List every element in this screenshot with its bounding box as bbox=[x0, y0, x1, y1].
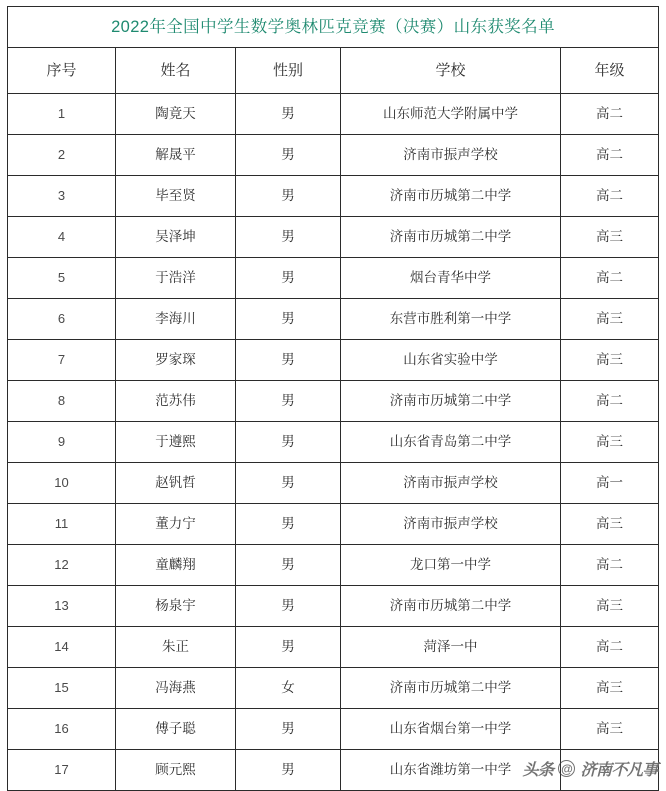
cell-name: 李海川 bbox=[116, 299, 236, 340]
column-header-row bbox=[8, 48, 659, 94]
cell-grade: 高三 bbox=[561, 504, 659, 545]
table-row bbox=[8, 504, 659, 545]
table-row bbox=[8, 463, 659, 504]
cell-school: 山东师范大学附属中学 bbox=[341, 94, 561, 135]
cell-name: 于遵熙 bbox=[116, 422, 236, 463]
cell-grade bbox=[561, 750, 659, 791]
award-table bbox=[7, 6, 659, 791]
watermark-handle: 济南不凡事 bbox=[580, 762, 658, 779]
table-row bbox=[8, 381, 659, 422]
cell-grade: 高三 bbox=[561, 299, 659, 340]
cell-name: 童麟翔 bbox=[116, 545, 236, 586]
cell-index: 11 bbox=[8, 504, 116, 545]
cell-grade: 高二 bbox=[561, 94, 659, 135]
cell-name: 于浩洋 bbox=[116, 258, 236, 299]
table-row bbox=[8, 258, 659, 299]
page-title: 2022年全国中学生数学奥林匹克竞赛（决赛）山东获奖名单 bbox=[8, 7, 659, 48]
cell-grade: 高三 bbox=[561, 709, 659, 750]
cell-gender: 男 bbox=[236, 750, 341, 791]
cell-school: 济南市历城第二中学 bbox=[341, 668, 561, 709]
cell-index: 1 bbox=[8, 94, 116, 135]
cell-grade: 高一 bbox=[561, 463, 659, 504]
cell-grade: 高三 bbox=[561, 422, 659, 463]
table-row bbox=[8, 135, 659, 176]
cell-name: 顾元熙 bbox=[116, 750, 236, 791]
table-body bbox=[8, 94, 659, 791]
cell-school: 菏泽一中 bbox=[341, 627, 561, 668]
cell-gender: 男 bbox=[236, 299, 341, 340]
award-list-sheet bbox=[7, 6, 658, 791]
cell-school: 济南市历城第二中学 bbox=[341, 217, 561, 258]
table-row bbox=[8, 422, 659, 463]
cell-index: 10 bbox=[8, 463, 116, 504]
cell-grade: 高二 bbox=[561, 381, 659, 422]
cell-name: 杨泉宇 bbox=[116, 586, 236, 627]
cell-school: 济南市振声学校 bbox=[341, 504, 561, 545]
cell-gender: 男 bbox=[236, 340, 341, 381]
cell-gender: 男 bbox=[236, 545, 341, 586]
cell-school: 山东省青岛第二中学 bbox=[341, 422, 561, 463]
cell-name: 解晟平 bbox=[116, 135, 236, 176]
cell-school: 东营市胜利第一中学 bbox=[341, 299, 561, 340]
cell-gender: 男 bbox=[236, 463, 341, 504]
cell-name: 董力宁 bbox=[116, 504, 236, 545]
cell-grade: 高二 bbox=[561, 545, 659, 586]
cell-name: 冯海燕 bbox=[116, 668, 236, 709]
cell-school: 山东省烟台第一中学 bbox=[341, 709, 561, 750]
table-row bbox=[8, 299, 659, 340]
cell-gender: 男 bbox=[236, 504, 341, 545]
cell-name: 朱正 bbox=[116, 627, 236, 668]
table-row bbox=[8, 586, 659, 627]
cell-gender: 男 bbox=[236, 176, 341, 217]
cell-school: 济南市历城第二中学 bbox=[341, 586, 561, 627]
cell-school: 烟台青华中学 bbox=[341, 258, 561, 299]
cell-school: 山东省潍坊第一中学 bbox=[341, 750, 561, 791]
cell-index: 17 bbox=[8, 750, 116, 791]
table-header bbox=[8, 7, 659, 94]
column-header-school: 学校 bbox=[341, 48, 561, 94]
cell-index: 15 bbox=[8, 668, 116, 709]
column-header-name: 姓名 bbox=[116, 48, 236, 94]
cell-gender: 男 bbox=[236, 258, 341, 299]
cell-grade: 高三 bbox=[561, 586, 659, 627]
cell-index: 5 bbox=[8, 258, 116, 299]
table-row bbox=[8, 176, 659, 217]
cell-gender: 男 bbox=[236, 627, 341, 668]
cell-name: 赵钒哲 bbox=[116, 463, 236, 504]
cell-gender: 男 bbox=[236, 422, 341, 463]
table-row bbox=[8, 709, 659, 750]
cell-index: 12 bbox=[8, 545, 116, 586]
cell-name: 范苏伟 bbox=[116, 381, 236, 422]
cell-school: 济南市历城第二中学 bbox=[341, 176, 561, 217]
table-row bbox=[8, 340, 659, 381]
cell-index: 9 bbox=[8, 422, 116, 463]
cell-index: 2 bbox=[8, 135, 116, 176]
cell-index: 4 bbox=[8, 217, 116, 258]
cell-gender: 男 bbox=[236, 586, 341, 627]
cell-school: 龙口第一中学 bbox=[341, 545, 561, 586]
column-header-gender: 性别 bbox=[236, 48, 341, 94]
table-row bbox=[8, 627, 659, 668]
cell-name: 毕至贤 bbox=[116, 176, 236, 217]
cell-school: 济南市振声学校 bbox=[341, 463, 561, 504]
column-header-index: 序号 bbox=[8, 48, 116, 94]
watermark-brand: 头条 bbox=[522, 762, 554, 779]
table-row bbox=[8, 217, 659, 258]
cell-index: 3 bbox=[8, 176, 116, 217]
cell-index: 8 bbox=[8, 381, 116, 422]
cell-grade: 高三 bbox=[561, 340, 659, 381]
at-sign-icon: @ bbox=[558, 760, 575, 777]
cell-gender: 女 bbox=[236, 668, 341, 709]
cell-index: 13 bbox=[8, 586, 116, 627]
cell-gender: 男 bbox=[236, 709, 341, 750]
cell-grade: 高二 bbox=[561, 258, 659, 299]
table-row bbox=[8, 545, 659, 586]
cell-name: 陶竟天 bbox=[116, 94, 236, 135]
cell-index: 14 bbox=[8, 627, 116, 668]
cell-index: 16 bbox=[8, 709, 116, 750]
cell-name: 傅子聪 bbox=[116, 709, 236, 750]
cell-grade: 高三 bbox=[561, 217, 659, 258]
cell-school: 山东省实验中学 bbox=[341, 340, 561, 381]
cell-gender: 男 bbox=[236, 217, 341, 258]
cell-grade: 高三 bbox=[561, 668, 659, 709]
cell-school: 济南市振声学校 bbox=[341, 135, 561, 176]
table-row bbox=[8, 750, 659, 791]
cell-gender: 男 bbox=[236, 381, 341, 422]
cell-index: 7 bbox=[8, 340, 116, 381]
cell-gender: 男 bbox=[236, 135, 341, 176]
cell-index: 6 bbox=[8, 299, 116, 340]
cell-gender: 男 bbox=[236, 94, 341, 135]
title-row bbox=[8, 7, 659, 48]
cell-grade: 高二 bbox=[561, 176, 659, 217]
table-row bbox=[8, 668, 659, 709]
cell-grade: 高二 bbox=[561, 135, 659, 176]
cell-name: 吴泽坤 bbox=[116, 217, 236, 258]
table-row bbox=[8, 94, 659, 135]
cell-name: 罗家琛 bbox=[116, 340, 236, 381]
column-header-grade: 年级 bbox=[561, 48, 659, 94]
cell-grade: 高二 bbox=[561, 627, 659, 668]
cell-school: 济南市历城第二中学 bbox=[341, 381, 561, 422]
